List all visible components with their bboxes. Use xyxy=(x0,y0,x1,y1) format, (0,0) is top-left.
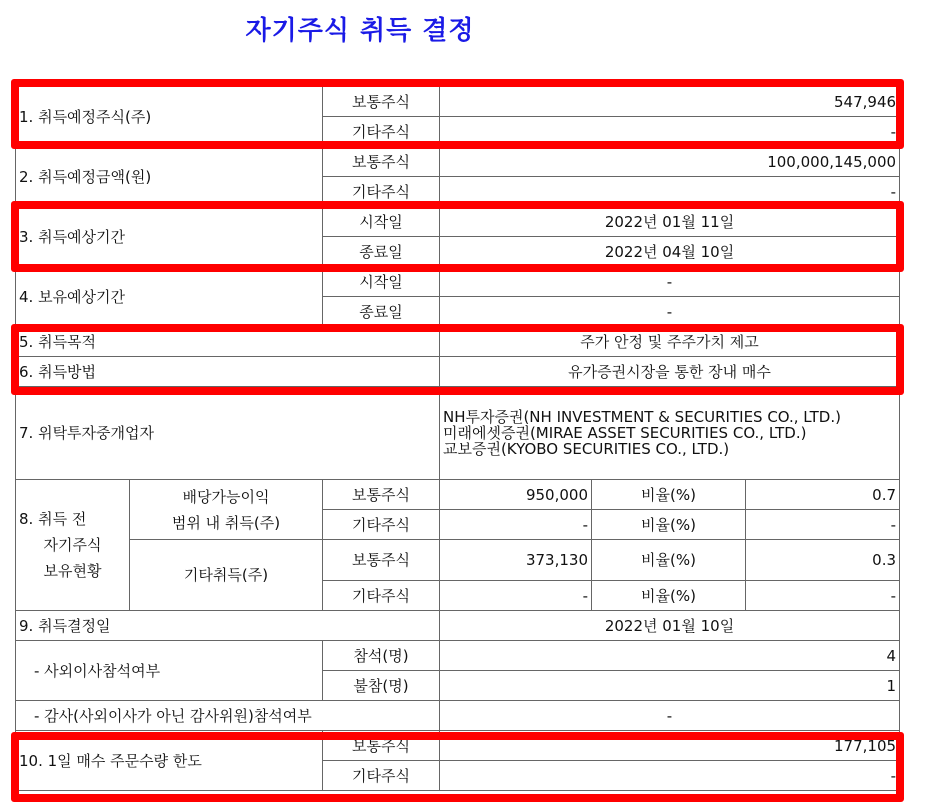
ratio-cell: 0.7 xyxy=(746,480,900,510)
row-label: - 사외이사참석여부 xyxy=(16,641,323,701)
table-row xyxy=(16,267,900,297)
ratio-label: 비율(%) xyxy=(592,581,746,611)
row-label: 2. 취득예정금액(원) xyxy=(16,147,323,207)
table-row xyxy=(16,357,900,387)
broker-item: 미래에셋증권(MIRAE ASSET SECURITIES CO., LTD.) xyxy=(443,424,807,442)
value-cell: 177,105 xyxy=(440,731,900,761)
row-label-line: 보유현황 xyxy=(43,562,102,580)
sub-label: 종료일 xyxy=(323,237,440,267)
value-cell: - xyxy=(440,701,900,731)
value-cell: - xyxy=(440,761,900,791)
value-cell: - xyxy=(440,297,900,327)
category-label-line: 범위 내 취득(주) xyxy=(171,513,281,532)
value-cell: 2022년 01월 10일 xyxy=(440,611,900,641)
sub-label: 종료일 xyxy=(323,297,440,327)
row-label: 7. 위탁투자중개업자 xyxy=(16,387,440,480)
value-cell: - xyxy=(440,177,900,207)
page-title: 자기주식 취득 결정 xyxy=(245,16,475,46)
category-label: 기타취득(주) xyxy=(130,540,323,611)
row-label: 10. 1일 매수 주문수량 한도 xyxy=(16,731,323,791)
ratio-cell: 0.3 xyxy=(746,540,900,581)
value-cell: - xyxy=(440,267,900,297)
table-row xyxy=(16,387,900,480)
sub-label: 기타주식 xyxy=(323,510,440,540)
table-row xyxy=(16,87,900,117)
ratio-cell: - xyxy=(746,510,900,540)
row-label: 9. 취득결정일 xyxy=(16,611,440,641)
value-cell: 4 xyxy=(440,641,900,671)
row-label: 4. 보유예상기간 xyxy=(16,267,323,327)
sub-label: 기타주식 xyxy=(323,177,440,207)
value-cell: 유가증권시장을 통한 장내 매수 xyxy=(440,357,900,387)
row-label: 5. 취득목적 xyxy=(16,327,440,357)
ratio-label: 비율(%) xyxy=(592,480,746,510)
value-cell: 100,000,145,000 xyxy=(440,147,900,177)
row-label: 6. 취득방법 xyxy=(16,357,440,387)
qty-cell: 950,000 xyxy=(440,480,592,510)
sub-label: 기타주식 xyxy=(323,761,440,791)
row-label: - 감사(사외이사가 아닌 감사위원)참석여부 xyxy=(16,701,440,731)
broker-list xyxy=(440,387,900,480)
table-row xyxy=(16,147,900,177)
row-label: 1. 취득예정주식(주) xyxy=(16,87,323,147)
ratio-label: 비율(%) xyxy=(592,540,746,581)
value-cell: 547,946 xyxy=(440,87,900,117)
sub-label: 기타주식 xyxy=(323,581,440,611)
qty-cell: - xyxy=(440,581,592,611)
sub-label: 시작일 xyxy=(323,207,440,237)
broker-item: 교보증권(KYOBO SECURITIES CO., LTD.) xyxy=(443,440,730,458)
broker-item: NH투자증권(NH INVESTMENT & SECURITIES CO., LTD.) xyxy=(443,408,841,426)
sub-label: 보통주식 xyxy=(323,731,440,761)
table-row xyxy=(16,641,900,671)
row-label-line: 자기주식 xyxy=(43,536,102,554)
value-cell: 2022년 01월 11일 xyxy=(440,207,900,237)
table-row xyxy=(16,731,900,761)
sub-label: 불참(명) xyxy=(323,671,440,701)
disclosure-table xyxy=(15,86,900,791)
value-cell: 1 xyxy=(440,671,900,701)
category-label xyxy=(130,480,323,540)
qty-cell: - xyxy=(440,510,592,540)
table-row xyxy=(16,207,900,237)
value-cell: - xyxy=(440,117,900,147)
sub-label: 보통주식 xyxy=(323,147,440,177)
sub-label: 참석(명) xyxy=(323,641,440,671)
qty-cell: 373,130 xyxy=(440,540,592,581)
table-row xyxy=(16,480,900,510)
ratio-cell: - xyxy=(746,581,900,611)
table-row xyxy=(16,611,900,641)
table-row xyxy=(16,701,900,731)
category-label-line: 배당가능이익 xyxy=(182,487,270,506)
table-row xyxy=(16,327,900,357)
sub-label: 시작일 xyxy=(323,267,440,297)
table-row xyxy=(16,540,900,581)
sub-label: 기타주식 xyxy=(323,117,440,147)
sub-label: 보통주식 xyxy=(323,480,440,510)
row-label-line: 8. 취득 전 xyxy=(19,510,87,528)
ratio-label: 비율(%) xyxy=(592,510,746,540)
row-label: 3. 취득예상기간 xyxy=(16,207,323,267)
value-cell: 주가 안정 및 주주가치 제고 xyxy=(440,327,900,357)
sub-label: 보통주식 xyxy=(323,540,440,581)
sub-label: 보통주식 xyxy=(323,87,440,117)
row-label xyxy=(16,480,130,611)
value-cell: 2022년 04월 10일 xyxy=(440,237,900,267)
